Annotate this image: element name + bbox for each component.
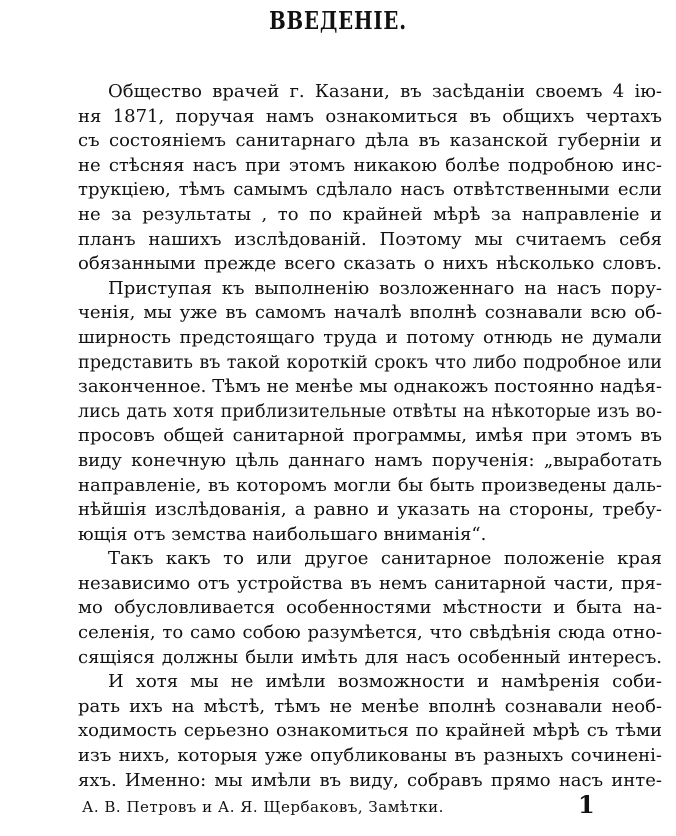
text-line: просовъ общей санитарной программы, имѣя при этомъ въ xyxy=(78,425,662,447)
text-line: И хотя мы не имѣли возможности и намѣренія соби- xyxy=(108,671,662,693)
body-text xyxy=(78,80,662,793)
text-line: Приступая къ выполненію возложеннаго на насъ пору- xyxy=(108,277,662,299)
text-line: не за результаты , то по крайней мѣрѣ за направленіе и xyxy=(78,203,662,225)
text-line: лись дать хотя приблизительные отвѣты на нѣкоторые изъ во- xyxy=(78,401,662,422)
text-line: ня 1871, поручая намъ ознакомиться въ общихъ чертахъ xyxy=(78,105,662,127)
text-line: ченія, мы уже въ самомъ началѣ вполнѣ сознавали всю об- xyxy=(78,302,662,324)
text-line: сящіяся должны были имѣть для насъ особенный интересъ. xyxy=(78,646,662,668)
text-line: изъ нихъ, которыя уже опубликованы въ разныхъ сочиненi- xyxy=(78,745,662,767)
paragraph-4 xyxy=(78,670,662,793)
paragraph-2 xyxy=(78,277,662,548)
text-line: нѣйшія изслѣдованія, а равно и указать на стороны, требу- xyxy=(78,499,662,521)
text-line: съ состояніемъ санитарнаго дѣла въ казанской губерніи и xyxy=(78,130,662,152)
text-line: яхъ. Именно: мы имѣли въ виду, собравъ прямо насъ инте- xyxy=(78,769,662,791)
page-footer xyxy=(0,790,676,830)
text-line: трукціею, тѣмъ самымъ сдѣлало насъ отвѣтственными если xyxy=(78,179,662,201)
text-line: представить въ такой короткій срокъ что либо подробное или xyxy=(78,352,662,373)
text-line: селенія, то само собою разумѣется, что свѣдѣнія сюда отно- xyxy=(78,622,662,644)
text-line: планъ нашихъ изслѣдованій. Поэтому мы считаемъ себя xyxy=(78,228,662,250)
text-line: направленіе, въ которомъ могли бы быть произведены даль- xyxy=(78,474,662,496)
text-line: рать ихъ на мѣстѣ, тѣмъ не менѣе вполнѣ сознавали необ- xyxy=(78,695,662,717)
text-line: законченное. Тѣмъ не менѣе мы однакожъ постоянно надѣя- xyxy=(78,376,662,398)
text-line: виду конечную цѣль даннаго намъ порученія: „выработать xyxy=(78,449,662,471)
text-line: ющія отъ земства наибольшаго вниманія“. xyxy=(78,523,487,545)
text-line: мо обусловливается особенностями мѣстности и быта на- xyxy=(78,597,662,619)
paragraph-1 xyxy=(78,80,662,277)
page-title: ВВЕДЕНІЕ. xyxy=(269,6,407,35)
text-line: ходимость серьезно ознакомиться по крайней мѣрѣ съ тѣми xyxy=(78,720,662,742)
signature-caption: А. В. Петровъ и А. Я. Щербаковъ, Замѣтки. xyxy=(82,798,444,816)
text-line: не стѣсняя насъ при этомъ никакою болѣе подробною инс- xyxy=(78,154,662,176)
paragraph-3 xyxy=(78,547,662,670)
text-line: Общество врачей г. Казани, въ засѣданіи своемъ 4 ію- xyxy=(108,81,662,102)
text-line: Такъ какъ то или другое санитарное положеніе края xyxy=(108,548,662,570)
page-number: 1 xyxy=(578,790,595,819)
text-line: обязанными прежде всего сказать о нихъ нѣсколько словъ. xyxy=(78,253,662,275)
text-line: независимо отъ устройства въ немъ санитарной части, пря- xyxy=(78,572,662,594)
text-line: ширность предстоящаго труда и потому отнюдь не думали xyxy=(78,326,662,348)
